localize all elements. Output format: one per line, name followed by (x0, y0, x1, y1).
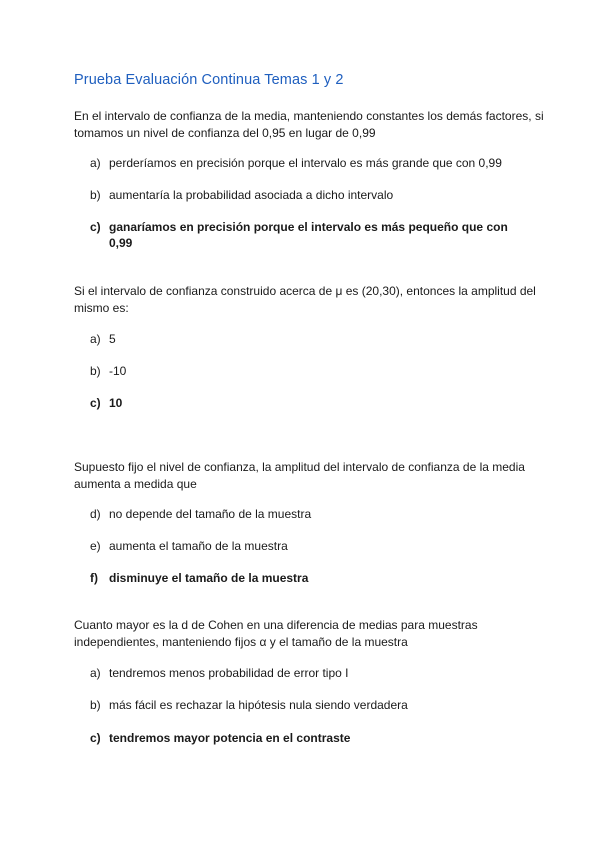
option-text: más fácil es rechazar la hipótesis nula siendo verdadera (109, 698, 408, 712)
question-4-text: Cuanto mayor es la d de Cohen en una diferencia de medias para muestras independientes, manteniendo fijos α y el tamaño de la muestra (74, 618, 478, 649)
question-4-option-b (90, 697, 520, 713)
option-text: 10 (109, 396, 123, 410)
option-marker: c) (90, 396, 101, 410)
option-marker: d) (90, 507, 101, 521)
option-marker: a) (90, 156, 101, 170)
question-1-option-a (90, 155, 520, 171)
option-text: perderíamos en precisión porque el intervalo es más grande que con 0,99 (109, 156, 502, 170)
question-3-option-e (90, 538, 520, 554)
question-3-text: Supuesto fijo el nivel de confianza, la amplitud del intervalo de confianza de la media aumenta a medida que (74, 460, 525, 491)
question-1-text: En el intervalo de confianza de la media, manteniendo constantes los demás factores, si tomamos un nivel de confianza del 0,95 en lugar de 0,99 (74, 109, 544, 140)
option-text: tendremos mayor potencia en el contraste (109, 731, 351, 745)
option-text: aumenta el tamaño de la muestra (109, 539, 288, 553)
option-text: aumentaría la probabilidad asociada a dicho intervalo (109, 188, 394, 202)
option-marker: b) (90, 698, 101, 712)
question-2-text: Si el intervalo de confianza construido acerca de μ es (20,30), entonces la amplitud del mismo es: (74, 284, 536, 315)
question-2-option-c-correct (90, 395, 520, 411)
option-text: -10 (109, 364, 127, 378)
option-text: ganaríamos en precisión porque el intervalo es más pequeño que con 0,99 (109, 220, 508, 250)
question-2-option-b (90, 363, 520, 379)
question-4-option-a (90, 665, 520, 681)
option-text: tendremos menos probabilidad de error tipo I (109, 666, 349, 680)
option-marker: b) (90, 364, 101, 378)
option-marker: c) (90, 731, 101, 745)
option-marker: f) (90, 571, 98, 585)
question-3-option-d (90, 506, 520, 522)
option-marker: e) (90, 539, 101, 553)
option-text: no depende del tamaño de la muestra (109, 507, 312, 521)
option-marker: b) (90, 188, 101, 202)
question-2-option-a (90, 331, 520, 347)
option-text: disminuye el tamaño de la muestra (109, 571, 309, 585)
question-3-option-f-correct (90, 570, 520, 586)
option-marker: a) (90, 666, 101, 680)
document-title: Prueba Evaluación Continua Temas 1 y 2 (74, 72, 344, 88)
option-text: 5 (109, 332, 116, 346)
question-4-option-c-correct (90, 730, 520, 746)
option-marker: a) (90, 332, 101, 346)
question-1-option-b (90, 187, 520, 203)
option-marker: c) (90, 220, 101, 234)
question-1-option-c-correct (90, 219, 520, 251)
